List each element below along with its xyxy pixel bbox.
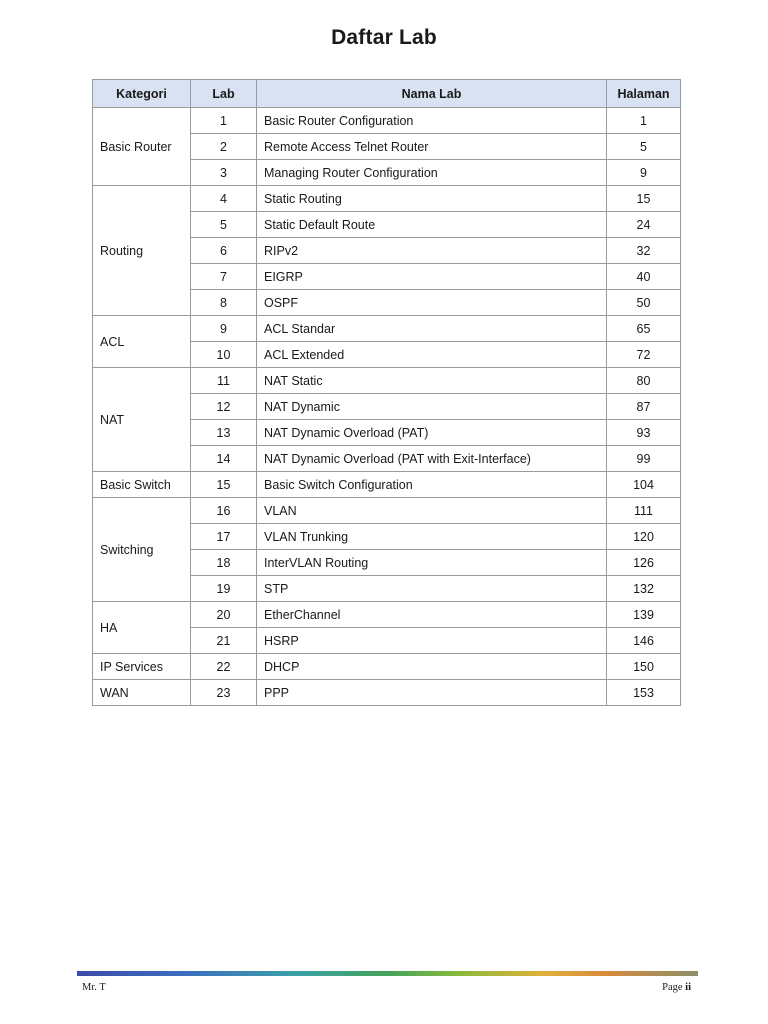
lab-number: 5 <box>191 212 257 238</box>
page-number: 72 <box>607 342 681 368</box>
lab-number: 21 <box>191 628 257 654</box>
lab-number: 11 <box>191 368 257 394</box>
lab-name: ACL Standar <box>257 316 607 342</box>
lab-name: Managing Router Configuration <box>257 160 607 186</box>
page-number: 15 <box>607 186 681 212</box>
lab-name: Basic Switch Configuration <box>257 472 607 498</box>
lab-name: OSPF <box>257 290 607 316</box>
lab-number: 15 <box>191 472 257 498</box>
category-cell: Switching <box>93 498 191 602</box>
category-cell: HA <box>93 602 191 654</box>
lab-number: 18 <box>191 550 257 576</box>
header-lab: Lab <box>191 80 257 108</box>
lab-number: 19 <box>191 576 257 602</box>
page-number: 150 <box>607 654 681 680</box>
footer-page-label: Page <box>662 982 683 993</box>
table-row <box>93 498 681 524</box>
footer-divider <box>77 971 698 976</box>
lab-number: 14 <box>191 446 257 472</box>
lab-number: 22 <box>191 654 257 680</box>
lab-number: 7 <box>191 264 257 290</box>
lab-name: HSRP <box>257 628 607 654</box>
table-row <box>93 316 681 342</box>
lab-number: 8 <box>191 290 257 316</box>
page-number: 50 <box>607 290 681 316</box>
lab-name: EIGRP <box>257 264 607 290</box>
table-header-row <box>93 80 681 108</box>
lab-name: Static Routing <box>257 186 607 212</box>
lab-number: 3 <box>191 160 257 186</box>
lab-name: ACL Extended <box>257 342 607 368</box>
page-number: 139 <box>607 602 681 628</box>
lab-name: EtherChannel <box>257 602 607 628</box>
lab-number: 2 <box>191 134 257 160</box>
lab-number: 20 <box>191 602 257 628</box>
lab-table <box>92 79 681 706</box>
header-category: Kategori <box>93 80 191 108</box>
lab-name: NAT Dynamic Overload (PAT) <box>257 420 607 446</box>
category-cell: ACL <box>93 316 191 368</box>
page-number: 111 <box>607 498 681 524</box>
page-number: 126 <box>607 550 681 576</box>
page-number: 132 <box>607 576 681 602</box>
lab-name: NAT Dynamic <box>257 394 607 420</box>
lab-number: 17 <box>191 524 257 550</box>
page-number: 24 <box>607 212 681 238</box>
lab-name: VLAN Trunking <box>257 524 607 550</box>
page-number: 153 <box>607 680 681 706</box>
category-cell: NAT <box>93 368 191 472</box>
page-number: 40 <box>607 264 681 290</box>
category-cell: Basic Router <box>93 108 191 186</box>
lab-name: STP <box>257 576 607 602</box>
lab-name: Basic Router Configuration <box>257 108 607 134</box>
page-number: 93 <box>607 420 681 446</box>
lab-number: 16 <box>191 498 257 524</box>
page-number: 9 <box>607 160 681 186</box>
page-number: 1 <box>607 108 681 134</box>
lab-number: 6 <box>191 238 257 264</box>
header-page: Halaman <box>607 80 681 108</box>
page-number: 65 <box>607 316 681 342</box>
lab-number: 10 <box>191 342 257 368</box>
page-number: 99 <box>607 446 681 472</box>
header-name: Nama Lab <box>257 80 607 108</box>
lab-name: DHCP <box>257 654 607 680</box>
page-number: 120 <box>607 524 681 550</box>
page-number: 80 <box>607 368 681 394</box>
footer-author: Mr. T <box>82 982 106 993</box>
table-row <box>93 602 681 628</box>
lab-number: 23 <box>191 680 257 706</box>
lab-name: PPP <box>257 680 607 706</box>
page-number: 32 <box>607 238 681 264</box>
lab-number: 9 <box>191 316 257 342</box>
lab-name: InterVLAN Routing <box>257 550 607 576</box>
category-cell: Routing <box>93 186 191 316</box>
page-title: Daftar Lab <box>331 26 437 49</box>
table-row <box>93 472 681 498</box>
lab-number: 12 <box>191 394 257 420</box>
page-number: 5 <box>607 134 681 160</box>
lab-name: VLAN <box>257 498 607 524</box>
lab-name: RIPv2 <box>257 238 607 264</box>
page-number: 87 <box>607 394 681 420</box>
lab-name: Remote Access Telnet Router <box>257 134 607 160</box>
lab-number: 13 <box>191 420 257 446</box>
page-number: 104 <box>607 472 681 498</box>
table-row <box>93 108 681 134</box>
page-number: 146 <box>607 628 681 654</box>
lab-name: NAT Static <box>257 368 607 394</box>
lab-name: NAT Dynamic Overload (PAT with Exit-Interface) <box>257 446 607 472</box>
lab-number: 4 <box>191 186 257 212</box>
footer-page-number: ii <box>685 982 691 993</box>
footer-page <box>662 982 691 993</box>
lab-number: 1 <box>191 108 257 134</box>
table-row <box>93 186 681 212</box>
category-cell: IP Services <box>93 654 191 680</box>
lab-name: Static Default Route <box>257 212 607 238</box>
table-row <box>93 680 681 706</box>
category-cell: WAN <box>93 680 191 706</box>
category-cell: Basic Switch <box>93 472 191 498</box>
table-row <box>93 368 681 394</box>
table-row <box>93 654 681 680</box>
